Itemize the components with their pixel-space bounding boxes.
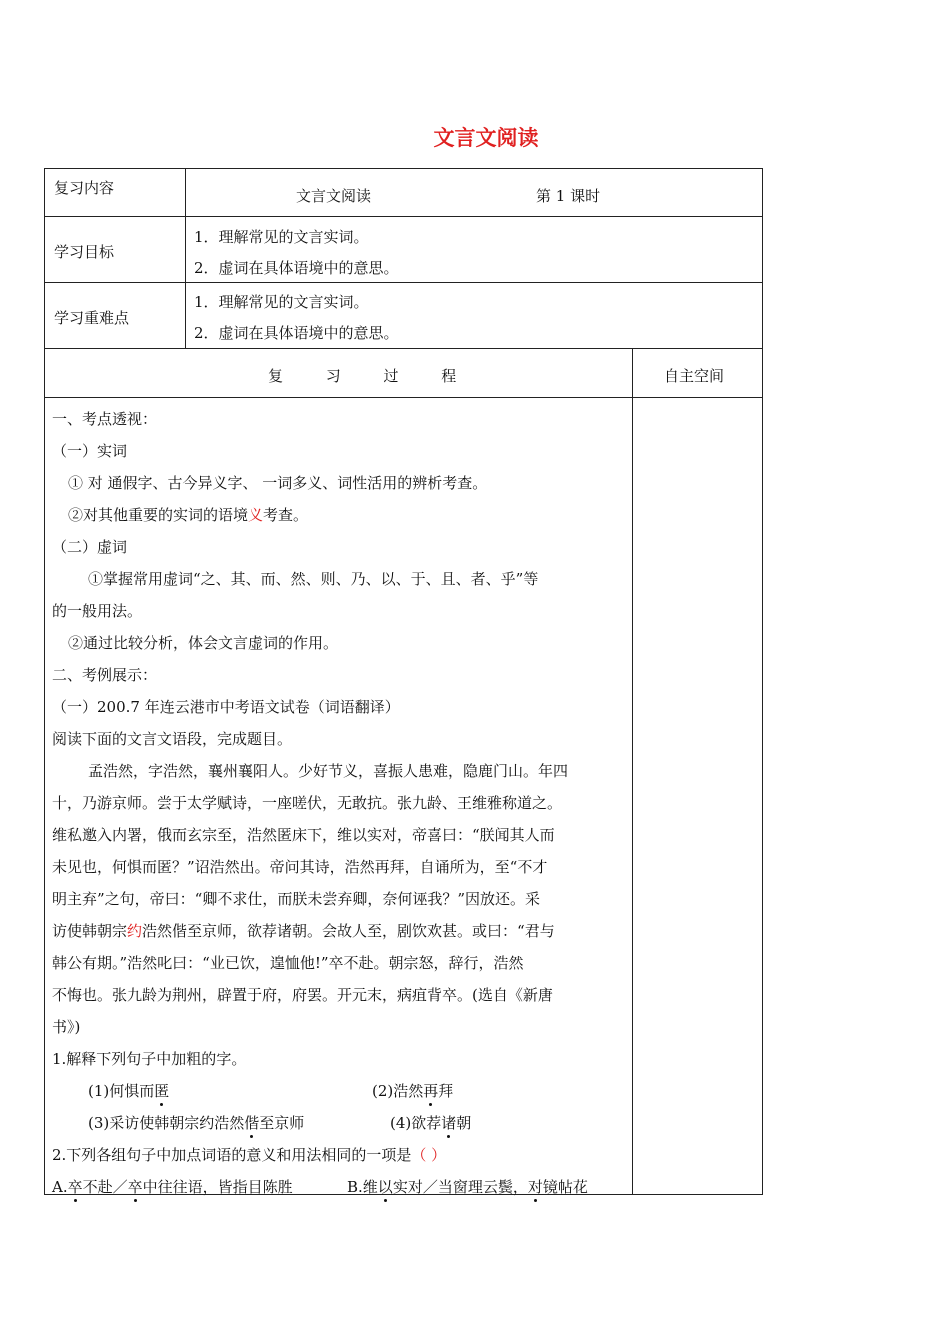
passage-line: 书》) <box>52 1018 81 1036</box>
lesson-number: 第 1 课时 <box>536 187 601 205</box>
review-content-label: 复习内容 <box>54 179 115 197</box>
passage-line: 维私邀入内署，俄而玄宗至，浩然匿床下，维以实对，帝喜曰：“朕闻其人而 <box>52 826 555 844</box>
passage-line: 十，乃游京师。尝于太学赋诗，一座嗟伏，无敢抗。张九龄、王维雅称道之。 <box>52 794 563 812</box>
reading-instruction: 阅读下面的文言文语段，完成题目。 <box>52 730 293 748</box>
subsection-function-words: （二）虚词 <box>52 538 128 556</box>
question-1-item-4: (4)欲荐诸朝 <box>390 1114 472 1132</box>
row-key-points <box>44 282 763 349</box>
review-content-value: 文言文阅读 <box>296 187 372 205</box>
passage-line: 不悔也。张九龄为荆州，辟置于府，府罢。开元末，病疽背卒。(选自《新唐 <box>52 986 553 1004</box>
section-1-heading: 一、考点透视： <box>52 410 158 428</box>
question-1-item-1: (1)何惧而匿 <box>88 1082 170 1100</box>
study-goals-label: 学习目标 <box>54 243 115 261</box>
self-study-space-header: 自主空间 <box>664 367 725 385</box>
passage-line: 访使韩朝宗约浩然偕至京师，欲荐诸朝。会故人至，剧饮欢甚。或曰：“君与 <box>52 922 555 940</box>
question-2-option-b: B.维以实对／当窗理云鬓，对镜帖花 <box>347 1178 588 1196</box>
question-2: 2.下列各组句子中加点词语的意义和用法相同的一项是（ ） <box>52 1146 447 1164</box>
passage-line: 明主弃”之句，帝曰：“卿不求仕，而朕未尝弃卿，奈何诬我？”因放还。采 <box>52 890 541 908</box>
subsection-content-words: （一）实词 <box>52 442 128 460</box>
key-points-label: 学习重难点 <box>54 309 130 327</box>
row-study-goals <box>44 216 763 283</box>
content-words-point-1: ① 对 通假字、古今异义字、 一词多义、词性活用的辨析考查。 <box>68 474 488 492</box>
study-goal-2: 2．虚词在具体语境中的意思。 <box>194 259 399 277</box>
passage-line: 孟浩然，字浩然，襄州襄阳人。少好节义，喜振人患难，隐鹿门山。年四 <box>88 762 569 780</box>
answer-blank: （ ） <box>411 1146 447 1164</box>
space-column-divider <box>632 348 633 1195</box>
document-title: 文言文阅读 <box>433 125 539 150</box>
function-words-point-1: ①掌握常用虚词“之、其、而、然、则、乃、以、于、且、者、乎”等 <box>88 570 539 588</box>
function-words-point-1-cont: 的一般用法。 <box>52 602 143 620</box>
passage-line: 韩公有期。”浩然叱曰：“业已饮，遑恤他!”卒不赴。朝宗怒，辞行，浩然 <box>52 954 524 972</box>
row-review-content <box>44 168 763 217</box>
key-point-1: 1．理解常见的文言实词。 <box>194 293 369 311</box>
function-words-point-2: ②通过比较分析，体会文言虚词的作用。 <box>68 634 339 652</box>
label-column-divider <box>185 168 186 349</box>
content-words-point-2: ②对其他重要的实词的语境义考查。 <box>68 506 309 524</box>
section-2-heading: 二、考例展示： <box>52 666 158 684</box>
question-1-item-3: (3)采访使韩朝宗约浩然偕至京师 <box>88 1114 305 1132</box>
question-1: 1.解释下列句子中加粗的字。 <box>52 1050 247 1068</box>
passage-line: 未见也，何惧而匿？”诏浩然出。帝问其诗，浩然再拜，自诵所为，至“不才 <box>52 858 548 876</box>
key-point-2: 2．虚词在具体语境中的意思。 <box>194 324 399 342</box>
exam-source: （一）200.7 年连云港市中考语文试卷（词语翻译） <box>52 698 400 716</box>
study-goal-1: 1．理解常见的文言实词。 <box>194 228 369 246</box>
review-process-header: 复 习 过 程 <box>268 367 476 385</box>
question-2-options: A.卒不赴／卒中往往语，皆指目陈胜 <box>52 1178 293 1196</box>
question-1-item-2: (2)浩然再拜 <box>372 1082 454 1100</box>
